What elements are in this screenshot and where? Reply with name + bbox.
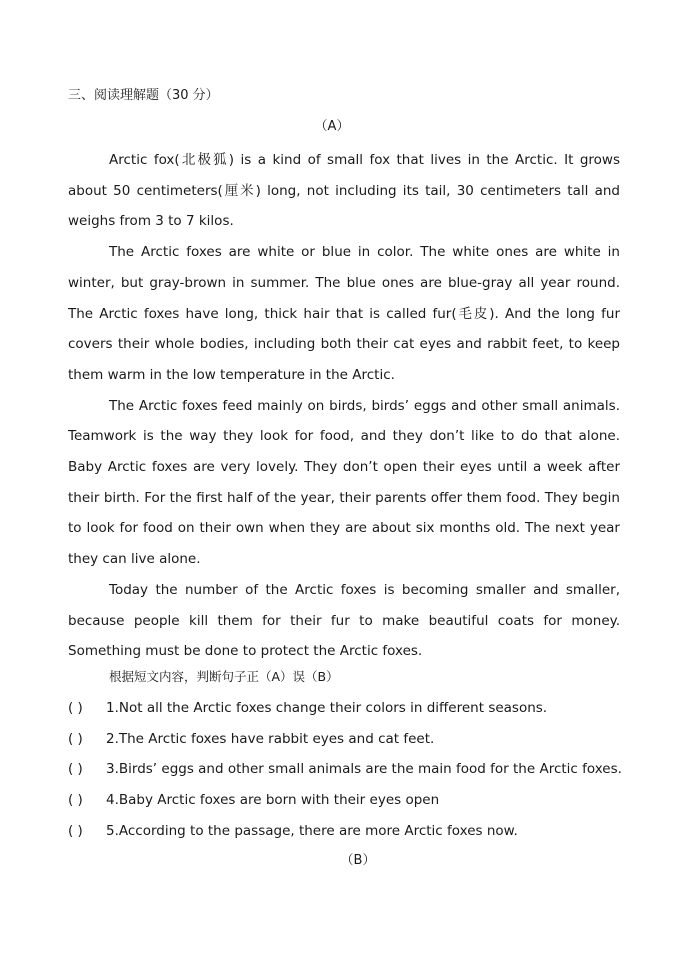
answer-blank: ( ) <box>68 822 83 839</box>
question-instruction: 根据短文内容，判断句子正（A）误（B） <box>109 669 339 684</box>
answer-blank: ( ) <box>68 700 83 716</box>
answer-blank: ( ) <box>68 730 83 747</box>
question-item <box>68 697 628 728</box>
passage-paragraph-4: Today the number of the Arctic foxes is becoming smaller and smaller, because people kill them for their fur to make beautiful coats for money. Something must be done to protect the Arctic foxes. <box>68 581 620 660</box>
question-item <box>68 789 628 820</box>
answer-blank: ( ) <box>68 792 83 809</box>
reading-passage <box>68 145 620 667</box>
question-text: 1.Not all the Arctic foxes change their colors in different seasons. <box>106 700 548 716</box>
question-item <box>68 758 628 789</box>
question-text: 3.Birds’ eggs and other small animals are the main food for the Arctic foxes. <box>106 761 622 778</box>
passage-paragraph-2: The Arctic foxes are white or blue in color. The white ones are white in winter, but gray-brown in summer. The blue ones are blue-gray all year round. The Arctic foxes have long, thick hair that is called fur(毛皮). And the long fur covers their whole bodies, including both their cat eyes and rabbit feet, to keep them warm in the low temperature in the Arctic. <box>68 244 620 383</box>
section-title: 三、阅读理解题（30 分） <box>68 88 219 103</box>
answer-blank: ( ) <box>68 761 83 778</box>
part-a-label: （A） <box>314 119 350 134</box>
question-item <box>68 728 628 759</box>
question-list <box>68 697 628 850</box>
passage-paragraph-3: The Arctic foxes feed mainly on birds, birds’ eggs and other small animals. Teamwork is the way they look for food, and they don’t like to do that alone. Baby Arctic foxes are very lovely. They don’t open their eyes until a week after their birth. For the first half of the year, their parents offer them food. They begin to look for food on their own when they are about six months old. The next year they can live alone. <box>68 397 620 568</box>
part-b-label: （B） <box>340 853 376 868</box>
passage-paragraph-1: Arctic fox(北极狐) is a kind of small fox that lives in the Arctic. It grows about 50 centimeters(厘米) long, not including its tail, 30 centimeters tall and weighs from 3 to 7 kilos. <box>68 152 620 230</box>
question-text: 4.Baby Arctic foxes are born with their eyes open <box>106 792 440 809</box>
question-item <box>68 820 628 851</box>
question-text: 2.The Arctic foxes have rabbit eyes and cat feet. <box>106 730 435 747</box>
question-text: 5.According to the passage, there are more Arctic foxes now. <box>106 822 518 839</box>
